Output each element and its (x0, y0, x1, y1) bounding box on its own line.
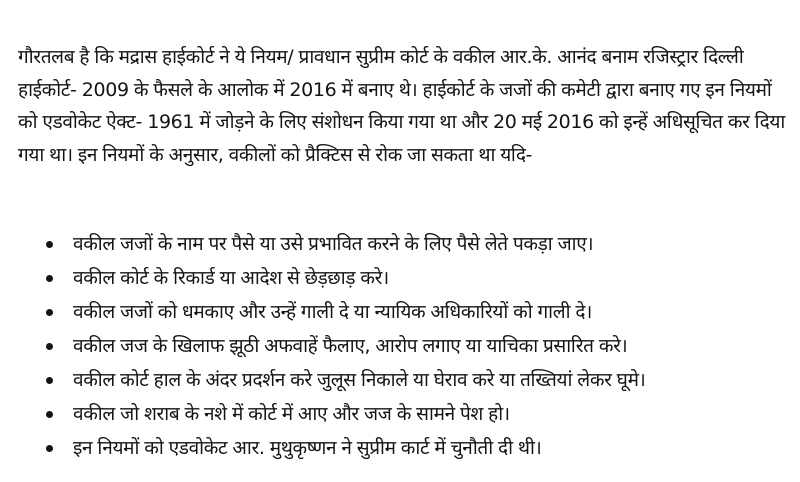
list-item-text: वकील कोर्ट के रिकार्ड या आदेश से छेड़छाड़ करे। (73, 267, 389, 289)
bullet-dot-icon (46, 309, 53, 316)
bullet-dot-icon (46, 377, 53, 384)
list-item (0, 431, 800, 465)
bullet-dot-icon (46, 241, 53, 248)
intro-paragraph: गौरतलब है कि मद्रास हाईकोर्ट ने ये नियम/ प्रावधान सुप्रीम कोर्ट के वकील आर.के. आनंद बनाम रजिस्ट्रार दिल्ली हाईकोर्ट- 2009 के फैसले के आलोक में 2016 में बनाए थे। हाईकोर्ट के जजों की कमेटी द्वारा बनाए गए इन नियमों को एडवोकेट ऐक्ट- 1961 में जोड़ने के लिए संशोधन किया गया था और 20 मई 2016 को इन्हें अधिसूचित कर दिया गया था। इन नियमों के अनुसार, वकीलों को प्रैक्टिस से रोक जा सकता था यदि- (18, 46, 785, 166)
list-item (0, 363, 800, 397)
list-item (0, 329, 800, 363)
list-item-text: वकील जजों के नाम पर पैसे या उसे प्रभावित करने के लिए पैसे लेते पकड़ा जाए। (73, 233, 594, 255)
list-item-text: इन नियमों को एडवोकेट आर. मुथुकृष्णन ने सुप्रीम कार्ट में चुनौती दी थी। (73, 437, 542, 459)
list-item-text: वकील जो शराब के नशे में कोर्ट में आए और जज के सामने पेश हो। (73, 403, 510, 425)
list-item (0, 295, 800, 329)
rules-list (0, 227, 800, 465)
list-item (0, 261, 800, 295)
bullet-dot-icon (46, 445, 53, 452)
list-item (0, 227, 800, 261)
list-item-text: वकील कोर्ट हाल के अंदर प्रदर्शन करे जुलूस निकाले या घेराव करे या तख्तियां लेकर घूमे। (73, 369, 646, 391)
bullet-dot-icon (46, 411, 53, 418)
list-item (0, 397, 800, 431)
list-item-text: वकील जजों को धमकाए और उन्हें गाली दे या न्यायिक अधिकारियों को गाली दे। (73, 301, 592, 323)
bullet-dot-icon (46, 275, 53, 282)
list-item-text: वकील जज के खिलाफ झूठी अफवाहें फैलाए, आरोप लगाए या याचिका प्रसारित करे। (73, 335, 628, 357)
bullet-dot-icon (46, 343, 53, 350)
